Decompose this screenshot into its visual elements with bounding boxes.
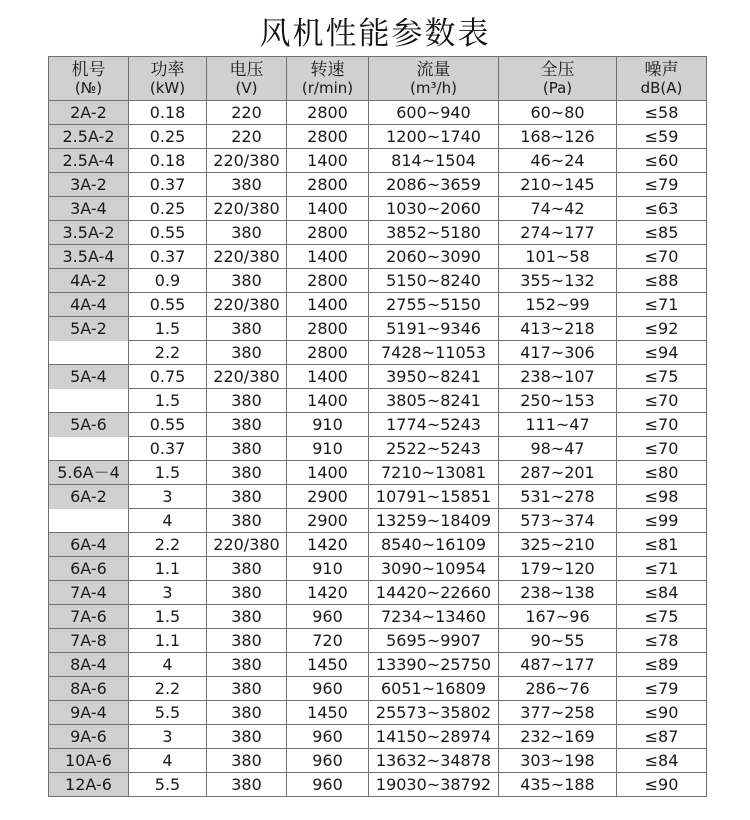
cell-voltage: 220/380 — [207, 245, 287, 269]
table-row — [49, 485, 707, 509]
cell-speed: 1400 — [287, 149, 369, 173]
cell-noise: ≤94 — [617, 341, 707, 365]
table-body — [49, 101, 707, 797]
cell-pressure: 355~132 — [499, 269, 617, 293]
cell-pressure: 250~153 — [499, 389, 617, 413]
cell-model: 12A-6 — [49, 773, 129, 797]
cell-voltage: 380 — [207, 269, 287, 293]
cell-voltage: 380 — [207, 629, 287, 653]
cell-flow: 13259~18409 — [369, 509, 499, 533]
cell-voltage: 380 — [207, 749, 287, 773]
cell-pressure: 167~96 — [499, 605, 617, 629]
cell-flow: 3950~8241 — [369, 365, 499, 389]
table-row — [49, 269, 707, 293]
table-row — [49, 701, 707, 725]
cell-flow: 6051~16809 — [369, 677, 499, 701]
cell-power: 0.37 — [129, 437, 207, 461]
header-voltage: 电压 (V) — [207, 57, 287, 101]
cell-voltage: 380 — [207, 605, 287, 629]
cell-speed: 1400 — [287, 365, 369, 389]
cell-power: 3 — [129, 725, 207, 749]
cell-power: 0.18 — [129, 149, 207, 173]
cell-power: 0.9 — [129, 269, 207, 293]
cell-speed: 910 — [287, 437, 369, 461]
cell-noise: ≤78 — [617, 629, 707, 653]
cell-flow: 3805~8241 — [369, 389, 499, 413]
cell-speed: 910 — [287, 557, 369, 581]
cell-speed: 960 — [287, 773, 369, 797]
table-row — [49, 629, 707, 653]
cell-pressure: 101~58 — [499, 245, 617, 269]
cell-flow: 5695~9907 — [369, 629, 499, 653]
cell-speed: 2800 — [287, 341, 369, 365]
cell-pressure: 573~374 — [499, 509, 617, 533]
cell-voltage: 380 — [207, 341, 287, 365]
table-row — [49, 125, 707, 149]
cell-model — [49, 509, 129, 533]
cell-flow: 10791~15851 — [369, 485, 499, 509]
cell-power: 5.5 — [129, 773, 207, 797]
table-row — [49, 245, 707, 269]
cell-noise: ≤75 — [617, 605, 707, 629]
cell-noise: ≤90 — [617, 773, 707, 797]
cell-model: 3A-2 — [49, 173, 129, 197]
cell-voltage: 380 — [207, 173, 287, 197]
cell-voltage: 380 — [207, 677, 287, 701]
cell-voltage: 380 — [207, 389, 287, 413]
table-row — [49, 605, 707, 629]
table-row — [49, 317, 707, 341]
cell-pressure: 287~201 — [499, 461, 617, 485]
cell-noise: ≤99 — [617, 509, 707, 533]
cell-voltage: 380 — [207, 557, 287, 581]
cell-voltage: 380 — [207, 509, 287, 533]
cell-noise: ≤84 — [617, 581, 707, 605]
cell-power: 1.5 — [129, 317, 207, 341]
cell-model — [49, 341, 129, 365]
cell-pressure: 286~76 — [499, 677, 617, 701]
cell-model: 7A-6 — [49, 605, 129, 629]
cell-power: 1.5 — [129, 605, 207, 629]
table-row — [49, 149, 707, 173]
cell-flow: 7210~13081 — [369, 461, 499, 485]
cell-flow: 14420~22660 — [369, 581, 499, 605]
cell-flow: 14150~28974 — [369, 725, 499, 749]
cell-speed: 910 — [287, 413, 369, 437]
cell-flow: 5150~8240 — [369, 269, 499, 293]
cell-model — [49, 437, 129, 461]
cell-power: 4 — [129, 653, 207, 677]
cell-voltage: 220/380 — [207, 293, 287, 317]
cell-model: 5.6A－4 — [49, 461, 129, 485]
cell-speed: 1400 — [287, 461, 369, 485]
cell-speed: 960 — [287, 749, 369, 773]
cell-voltage: 380 — [207, 653, 287, 677]
header-model: 机号 (№) — [49, 57, 129, 101]
cell-pressure: 325~210 — [499, 533, 617, 557]
cell-speed: 720 — [287, 629, 369, 653]
cell-noise: ≤63 — [617, 197, 707, 221]
cell-voltage: 380 — [207, 221, 287, 245]
cell-voltage: 220/380 — [207, 533, 287, 557]
cell-noise: ≤75 — [617, 365, 707, 389]
cell-power: 5.5 — [129, 701, 207, 725]
cell-model: 5A-4 — [49, 365, 129, 389]
table-row — [49, 677, 707, 701]
cell-voltage: 220/380 — [207, 197, 287, 221]
table-row — [49, 437, 707, 461]
cell-pressure: 531~278 — [499, 485, 617, 509]
cell-pressure: 303~198 — [499, 749, 617, 773]
cell-voltage: 220/380 — [207, 149, 287, 173]
cell-noise: ≤81 — [617, 533, 707, 557]
cell-model: 5A-2 — [49, 317, 129, 341]
cell-flow: 7428~11053 — [369, 341, 499, 365]
cell-noise: ≤70 — [617, 413, 707, 437]
cell-flow: 2086~3659 — [369, 173, 499, 197]
cell-speed: 2800 — [287, 101, 369, 125]
cell-model: 10A-6 — [49, 749, 129, 773]
cell-flow: 814~1504 — [369, 149, 499, 173]
cell-power: 1.1 — [129, 557, 207, 581]
cell-pressure: 168~126 — [499, 125, 617, 149]
cell-voltage: 380 — [207, 437, 287, 461]
cell-model: 7A-8 — [49, 629, 129, 653]
cell-pressure: 232~169 — [499, 725, 617, 749]
cell-model: 9A-6 — [49, 725, 129, 749]
cell-pressure: 46~24 — [499, 149, 617, 173]
cell-pressure: 74~42 — [499, 197, 617, 221]
cell-noise: ≤85 — [617, 221, 707, 245]
cell-noise: ≤92 — [617, 317, 707, 341]
cell-power: 2.2 — [129, 341, 207, 365]
cell-flow: 2522~5243 — [369, 437, 499, 461]
cell-noise: ≤98 — [617, 485, 707, 509]
cell-voltage: 220 — [207, 125, 287, 149]
table-row — [49, 173, 707, 197]
cell-speed: 2900 — [287, 485, 369, 509]
cell-noise: ≤90 — [617, 701, 707, 725]
cell-pressure: 98~47 — [499, 437, 617, 461]
cell-noise: ≤80 — [617, 461, 707, 485]
cell-pressure: 487~177 — [499, 653, 617, 677]
cell-pressure: 417~306 — [499, 341, 617, 365]
cell-speed: 2800 — [287, 173, 369, 197]
fan-performance-table — [48, 56, 707, 797]
cell-noise: ≤87 — [617, 725, 707, 749]
cell-pressure: 210~145 — [499, 173, 617, 197]
table-row — [49, 293, 707, 317]
cell-flow: 25573~35802 — [369, 701, 499, 725]
table-row — [49, 773, 707, 797]
cell-noise: ≤60 — [617, 149, 707, 173]
cell-speed: 2800 — [287, 221, 369, 245]
cell-model: 3.5A-2 — [49, 221, 129, 245]
cell-pressure: 274~177 — [499, 221, 617, 245]
cell-noise: ≤79 — [617, 677, 707, 701]
table-row — [49, 341, 707, 365]
table-row — [49, 725, 707, 749]
cell-model: 4A-2 — [49, 269, 129, 293]
table-row — [49, 101, 707, 125]
cell-power: 0.75 — [129, 365, 207, 389]
cell-noise: ≤84 — [617, 749, 707, 773]
cell-power: 0.25 — [129, 197, 207, 221]
table-row — [49, 509, 707, 533]
cell-pressure: 90~55 — [499, 629, 617, 653]
cell-model: 8A-4 — [49, 653, 129, 677]
cell-power: 1.5 — [129, 461, 207, 485]
cell-power: 1.5 — [129, 389, 207, 413]
cell-model: 6A-4 — [49, 533, 129, 557]
cell-speed: 2800 — [287, 269, 369, 293]
cell-voltage: 380 — [207, 773, 287, 797]
cell-voltage: 220/380 — [207, 365, 287, 389]
cell-speed: 2900 — [287, 509, 369, 533]
cell-speed: 2800 — [287, 317, 369, 341]
cell-speed: 960 — [287, 725, 369, 749]
cell-model: 6A-2 — [49, 485, 129, 509]
cell-noise: ≤71 — [617, 293, 707, 317]
cell-power: 0.55 — [129, 293, 207, 317]
table-row — [49, 221, 707, 245]
cell-flow: 19030~38792 — [369, 773, 499, 797]
cell-power: 2.2 — [129, 677, 207, 701]
cell-voltage: 380 — [207, 317, 287, 341]
cell-flow: 7234~13460 — [369, 605, 499, 629]
cell-voltage: 380 — [207, 701, 287, 725]
cell-flow: 2755~5150 — [369, 293, 499, 317]
cell-speed: 960 — [287, 605, 369, 629]
table-row — [49, 389, 707, 413]
cell-power: 4 — [129, 749, 207, 773]
cell-voltage: 380 — [207, 485, 287, 509]
cell-flow: 600~940 — [369, 101, 499, 125]
cell-noise: ≤70 — [617, 389, 707, 413]
cell-noise: ≤59 — [617, 125, 707, 149]
cell-power: 0.37 — [129, 245, 207, 269]
table-row — [49, 197, 707, 221]
cell-power: 1.1 — [129, 629, 207, 653]
cell-speed: 1420 — [287, 581, 369, 605]
table-row — [49, 653, 707, 677]
cell-pressure: 238~138 — [499, 581, 617, 605]
cell-power: 4 — [129, 509, 207, 533]
cell-flow: 1030~2060 — [369, 197, 499, 221]
cell-speed: 1400 — [287, 293, 369, 317]
cell-voltage: 380 — [207, 581, 287, 605]
cell-noise: ≤70 — [617, 437, 707, 461]
cell-noise: ≤70 — [617, 245, 707, 269]
cell-model: 3A-4 — [49, 197, 129, 221]
cell-model — [49, 389, 129, 413]
cell-noise: ≤89 — [617, 653, 707, 677]
header-flow: 流量 (m³/h) — [369, 57, 499, 101]
cell-model: 2A-2 — [49, 101, 129, 125]
cell-flow: 8540~16109 — [369, 533, 499, 557]
table-row — [49, 461, 707, 485]
header-speed: 转速 (r/min) — [287, 57, 369, 101]
cell-power: 3 — [129, 581, 207, 605]
cell-model: 4A-4 — [49, 293, 129, 317]
cell-pressure: 413~218 — [499, 317, 617, 341]
cell-voltage: 380 — [207, 725, 287, 749]
cell-speed: 2800 — [287, 125, 369, 149]
cell-speed: 1450 — [287, 701, 369, 725]
cell-model: 6A-6 — [49, 557, 129, 581]
cell-noise: ≤71 — [617, 557, 707, 581]
table-header-row — [49, 57, 707, 101]
cell-pressure: 435~188 — [499, 773, 617, 797]
cell-power: 2.2 — [129, 533, 207, 557]
cell-speed: 1400 — [287, 197, 369, 221]
cell-voltage: 380 — [207, 461, 287, 485]
cell-speed: 1420 — [287, 533, 369, 557]
cell-power: 0.37 — [129, 173, 207, 197]
cell-power: 0.55 — [129, 221, 207, 245]
cell-power: 0.25 — [129, 125, 207, 149]
cell-noise: ≤88 — [617, 269, 707, 293]
cell-model: 7A-4 — [49, 581, 129, 605]
cell-pressure: 60~80 — [499, 101, 617, 125]
cell-noise: ≤58 — [617, 101, 707, 125]
cell-noise: ≤79 — [617, 173, 707, 197]
cell-speed: 1400 — [287, 245, 369, 269]
cell-flow: 5191~9346 — [369, 317, 499, 341]
cell-voltage: 220 — [207, 101, 287, 125]
cell-pressure: 179~120 — [499, 557, 617, 581]
cell-speed: 1450 — [287, 653, 369, 677]
table-row — [49, 413, 707, 437]
cell-flow: 13390~25750 — [369, 653, 499, 677]
cell-model: 2.5A-4 — [49, 149, 129, 173]
cell-flow: 13632~34878 — [369, 749, 499, 773]
table-row — [49, 557, 707, 581]
cell-flow: 3852~5180 — [369, 221, 499, 245]
cell-power: 3 — [129, 485, 207, 509]
cell-model: 2.5A-2 — [49, 125, 129, 149]
page-title: 风机性能参数表 — [259, 16, 491, 52]
cell-pressure: 238~107 — [499, 365, 617, 389]
cell-pressure: 111~47 — [499, 413, 617, 437]
cell-model: 3.5A-4 — [49, 245, 129, 269]
cell-power: 0.55 — [129, 413, 207, 437]
table-row — [49, 581, 707, 605]
cell-pressure: 152~99 — [499, 293, 617, 317]
cell-speed: 1400 — [287, 389, 369, 413]
cell-model: 8A-6 — [49, 677, 129, 701]
cell-flow: 2060~3090 — [369, 245, 499, 269]
cell-flow: 1200~1740 — [369, 125, 499, 149]
cell-model: 5A-6 — [49, 413, 129, 437]
cell-power: 0.18 — [129, 101, 207, 125]
table-row — [49, 749, 707, 773]
cell-flow: 1774~5243 — [369, 413, 499, 437]
cell-flow: 3090~10954 — [369, 557, 499, 581]
cell-voltage: 380 — [207, 413, 287, 437]
cell-pressure: 377~258 — [499, 701, 617, 725]
header-noise: 噪声 dB(A) — [617, 57, 707, 101]
cell-model: 9A-4 — [49, 701, 129, 725]
table-row — [49, 365, 707, 389]
cell-speed: 960 — [287, 677, 369, 701]
table-row — [49, 533, 707, 557]
header-pressure: 全压 (Pa) — [499, 57, 617, 101]
header-power: 功率 (kW) — [129, 57, 207, 101]
